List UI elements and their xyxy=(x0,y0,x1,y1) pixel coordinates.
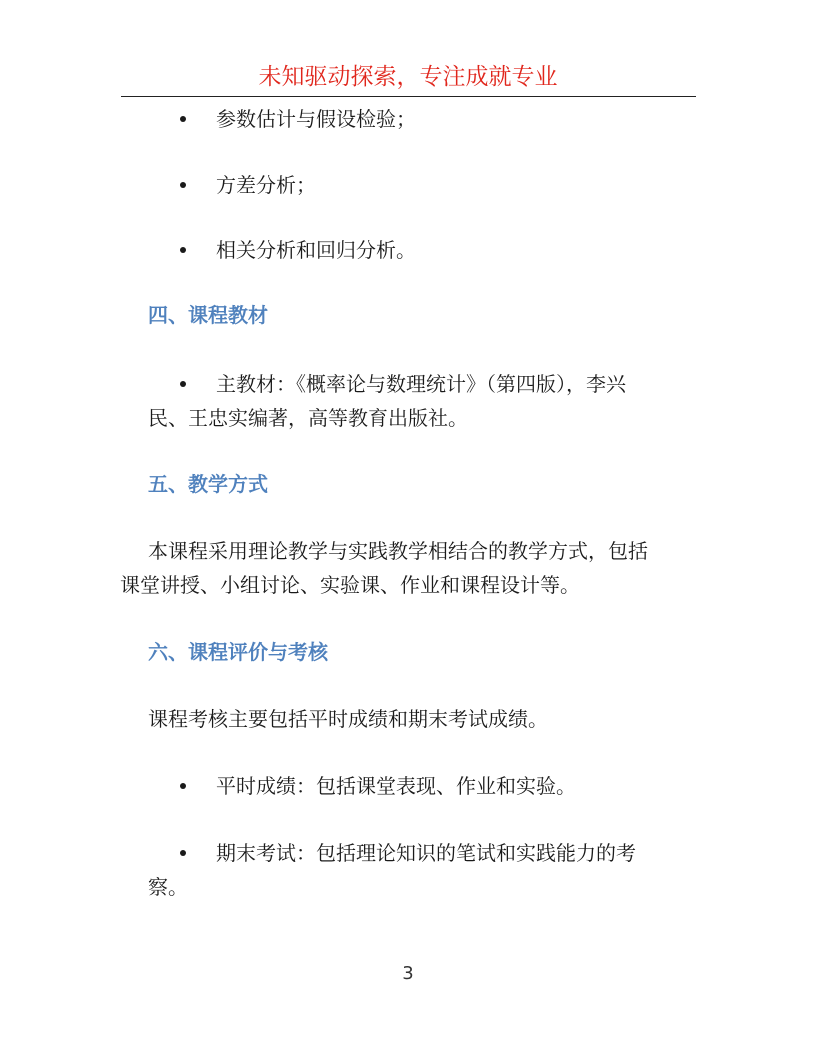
section-heading-teaching-method: 五、教学方式 xyxy=(148,472,268,496)
bullet-dot xyxy=(180,783,186,789)
paragraph-line: 本课程采用理论教学与实践教学相结合的教学方式，包括 xyxy=(148,539,648,563)
list-item-continuation: 民、王忠实编著，高等教育出版社。 xyxy=(148,406,468,430)
paragraph-line: 课程考核主要包括平时成绩和期末考试成绩。 xyxy=(148,707,548,731)
page-number: 3 xyxy=(402,963,414,984)
page-header-title: 未知驱动探索，专注成就专业 xyxy=(258,64,558,90)
section-heading-assessment: 六、课程评价与考核 xyxy=(148,640,328,664)
list-item: 参数估计与假设检验； xyxy=(216,107,416,131)
header-divider xyxy=(121,96,696,97)
section-heading-textbook: 四、课程教材 xyxy=(148,303,268,327)
bullet-dot xyxy=(180,850,186,856)
bullet-dot xyxy=(180,182,186,188)
list-item: 方差分析； xyxy=(216,173,316,197)
list-item: 相关分析和回归分析。 xyxy=(216,238,416,262)
list-item: 平时成绩：包括课堂表现、作业和实验。 xyxy=(216,774,576,798)
bullet-dot xyxy=(180,247,186,253)
bullet-dot xyxy=(180,116,186,122)
bullet-dot xyxy=(180,381,186,387)
paragraph-line: 课堂讲授、小组讨论、实验课、作业和课程设计等。 xyxy=(120,573,580,597)
list-item: 主教材：《概率论与数理统计》（第四版），李兴 xyxy=(216,372,626,396)
list-item-continuation: 察。 xyxy=(148,875,188,899)
list-item: 期末考试：包括理论知识的笔试和实践能力的考 xyxy=(216,841,636,865)
